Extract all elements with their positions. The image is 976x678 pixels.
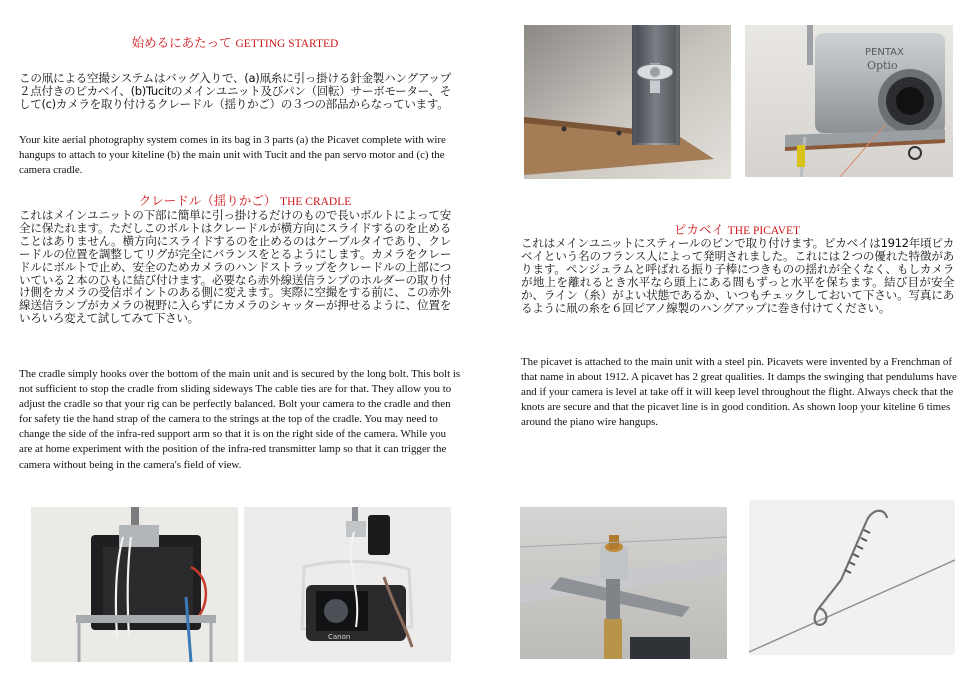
picavet-heading-en: THE PICAVET bbox=[727, 225, 801, 237]
cradle-en-text: The cradle simply hooks over the bottom of the main unit and is secured by the long bolt. This bolt is not sufficient to stop the cradle from sliding sideways The cable ties are for that. They allow you to adjust the cradle so that your rig can be perfectly balanced. Bolt your camera to the cradle and then for safety tie the hand strap of the camera to the strings at the top of the cradle. You may need to change the side of the infra-red support arm so that it is on the right side of the camera. While you are at home experiment with the position of the infra-red transmitter lamp so that it can trigger the camera without being in the camera's field of view. bbox=[19, 368, 461, 471]
cradle-jp-text: これはメインユニットの下部に簡単に引っ掛けるだけのもので長いボルトによって安全に保たれます。ただしこのボルトはクレードルが横方向にスライドするのを止めることはありません。横方向にスライドするのを止めるのはケーブルタイであり、クレードルの位置を調整してリグが完全にバランスをとるようにします。カメラをクレードルにボルトで止め、安全のためカメラのハンドストラップをクレードルの上部についている２本のひもに結び付けます。必要なら赤外線送信ランプのホルダーの取り付け側をカメラの受信ポイントのある側に変えます。実際に空撮をする前に、この赤外線送信ランプがカメラの視野に入らずにカメラのシャッターが押せるように、位置をいろいろ変えて試してみて下さい。 bbox=[19, 208, 451, 326]
getting-started-jp-text: この凧による空撮システムはバッグ入りで、(a)凧糸に引っ掛ける針金製ハングアップ２点付きのピカベイ、(b)Tucitのメインユニット及びパン（回転）サーボモーター、そして(c)カメラを取り付けるクレードル（揺りかご）の３つの部品からなっています。 bbox=[19, 71, 451, 111]
getting-started-heading-en: GETTING STARTED bbox=[235, 38, 339, 50]
wing-nut-bracket-photo bbox=[524, 25, 731, 179]
cradle-heading-en: THE CRADLE bbox=[280, 196, 352, 208]
getting-started-en-text: Your kite aerial photography system comes in its bag in 3 parts (a) the Picavet complete with wire hangups to attach to your kiteline (b) the main unit with Tucit and the pan servo motor and (c) the camera cradle. bbox=[19, 134, 446, 177]
pentax-camera-photo bbox=[745, 25, 953, 177]
cradle-side-photo bbox=[31, 507, 238, 662]
picavet-jp-text: これはメインユニットにスティールのピンで取り付けます。ピカベイは1912年頃ピカベイという名のフランス人によって発明されました。これには２つの優れた特徴があります。ペンジュラムと呼ばれる振り子棒につきものの揺れが全くなく、もしカメラが地上を離れるとき水平なら頭上にある間もずっと水平を保ちます。結び目が安全か、ライン（糸）がよい状態であるか、いつもチェックしておいて下さい。写真にあるように凧の糸を６回ピアノ線製のハングアップに巻き付けてください。 bbox=[521, 236, 954, 315]
picavet-en-text: The picavet is attached to the main unit with a steel pin. Picavets were invented by a Frenchman of that name in about 1912. A picavet has 2 great qualities. It damps the swinging that pendulums have and if your camera is level at take off it will keep level throughout the flight. Always check that the knots are secure and that the picavet line is in good condition. As shown loop your kiteline 6 times around the piano wire hangups. bbox=[521, 356, 957, 429]
getting-started-heading bbox=[20, 33, 450, 51]
compact-camera-brand-label: Canon bbox=[328, 633, 351, 641]
piano-wire-hangup-photo bbox=[749, 500, 955, 655]
cradle-heading-jp: クレードル（揺りかご） bbox=[138, 193, 277, 208]
camera-model-label: Optio bbox=[867, 59, 898, 72]
getting-started-heading-jp: 始めるにあたって bbox=[131, 35, 232, 50]
cradle-heading bbox=[20, 191, 470, 209]
picavet-heading-jp: ピカベイ bbox=[673, 222, 724, 237]
picavet-pin-photo bbox=[520, 507, 727, 659]
compact-camera-cradle-photo bbox=[244, 507, 451, 662]
camera-brand-label: PENTAX bbox=[865, 47, 904, 58]
